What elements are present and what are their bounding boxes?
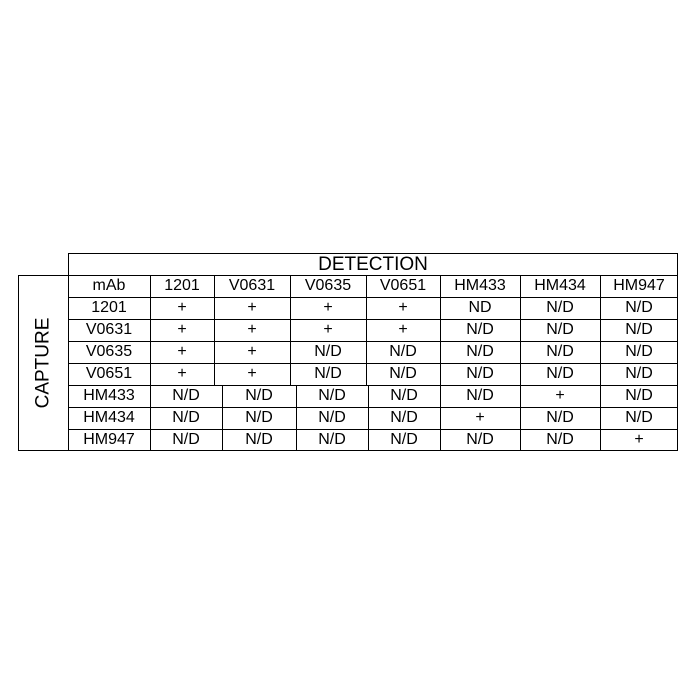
row-header: V0635 — [85, 343, 133, 360]
column-header: HM434 — [534, 277, 586, 294]
row-header: HM433 — [83, 387, 135, 404]
row-header: HM434 — [83, 409, 135, 426]
detection-header: DETECTION — [318, 253, 428, 275]
table-cell: N/D — [466, 343, 494, 360]
table-cell: N/D — [172, 431, 200, 448]
table-cell: N/D — [546, 365, 574, 382]
table-cell: N/D — [625, 365, 653, 382]
table-cell: N/D — [625, 343, 653, 360]
table-cell: N/D — [625, 299, 653, 316]
corner-header-mab: mAb — [92, 277, 126, 294]
table-cell: N/D — [318, 409, 346, 426]
grid-line-horizontal — [68, 253, 678, 254]
table-cell: N/D — [466, 321, 494, 338]
capture-header — [18, 275, 68, 451]
cross-reactivity-table — [18, 253, 678, 451]
table-cell: N/D — [318, 431, 346, 448]
table-cell: N/D — [546, 343, 574, 360]
table-cell: + — [555, 387, 565, 404]
table-cell: N/D — [625, 321, 653, 338]
table-cell: N/D — [389, 365, 417, 382]
table-cell: N/D — [546, 409, 574, 426]
column-header: V0635 — [304, 277, 352, 294]
table-cell: N/D — [389, 343, 417, 360]
table-cell: + — [177, 299, 187, 316]
table-cell: + — [177, 343, 187, 360]
table-cell: N/D — [466, 387, 494, 404]
table-cell: N/D — [318, 387, 346, 404]
column-header: HM433 — [454, 277, 506, 294]
table-cell: N/D — [625, 387, 653, 404]
row-header: 1201 — [91, 299, 127, 316]
row-header: HM947 — [83, 431, 135, 448]
table-cell: ND — [468, 299, 492, 316]
table-cell: N/D — [466, 431, 494, 448]
table-cell: + — [247, 321, 257, 338]
column-header: V0651 — [379, 277, 427, 294]
column-header: 1201 — [164, 277, 200, 294]
table-cell: + — [634, 431, 644, 448]
table-cell: + — [247, 343, 257, 360]
table-cell: + — [475, 409, 485, 426]
table-cell: N/D — [172, 387, 200, 404]
table-cell: N/D — [390, 431, 418, 448]
capture-header-label: CAPTURE — [32, 317, 54, 409]
table-cell: N/D — [546, 321, 574, 338]
table-cell: N/D — [172, 409, 200, 426]
table-cell: N/D — [245, 431, 273, 448]
table-cell: N/D — [546, 431, 574, 448]
table-cell: + — [398, 299, 408, 316]
table-cell: + — [177, 365, 187, 382]
table-cell: N/D — [314, 343, 342, 360]
table-cell: N/D — [390, 409, 418, 426]
row-header: V0651 — [85, 365, 133, 382]
column-header: HM947 — [613, 277, 665, 294]
table-cell: + — [323, 321, 333, 338]
table-cell: N/D — [245, 387, 273, 404]
table-cell: N/D — [245, 409, 273, 426]
table-cell: + — [323, 299, 333, 316]
table-cell: + — [247, 365, 257, 382]
grid-line-vertical — [18, 275, 19, 451]
row-header: V0631 — [85, 321, 133, 338]
table-cell: N/D — [390, 387, 418, 404]
table-cell: + — [247, 299, 257, 316]
table-cell: + — [177, 321, 187, 338]
table-cell: N/D — [625, 409, 653, 426]
table-cell: N/D — [314, 365, 342, 382]
table-cell: N/D — [466, 365, 494, 382]
column-header: V0631 — [228, 277, 276, 294]
table-cell: + — [398, 321, 408, 338]
table-cell: N/D — [546, 299, 574, 316]
